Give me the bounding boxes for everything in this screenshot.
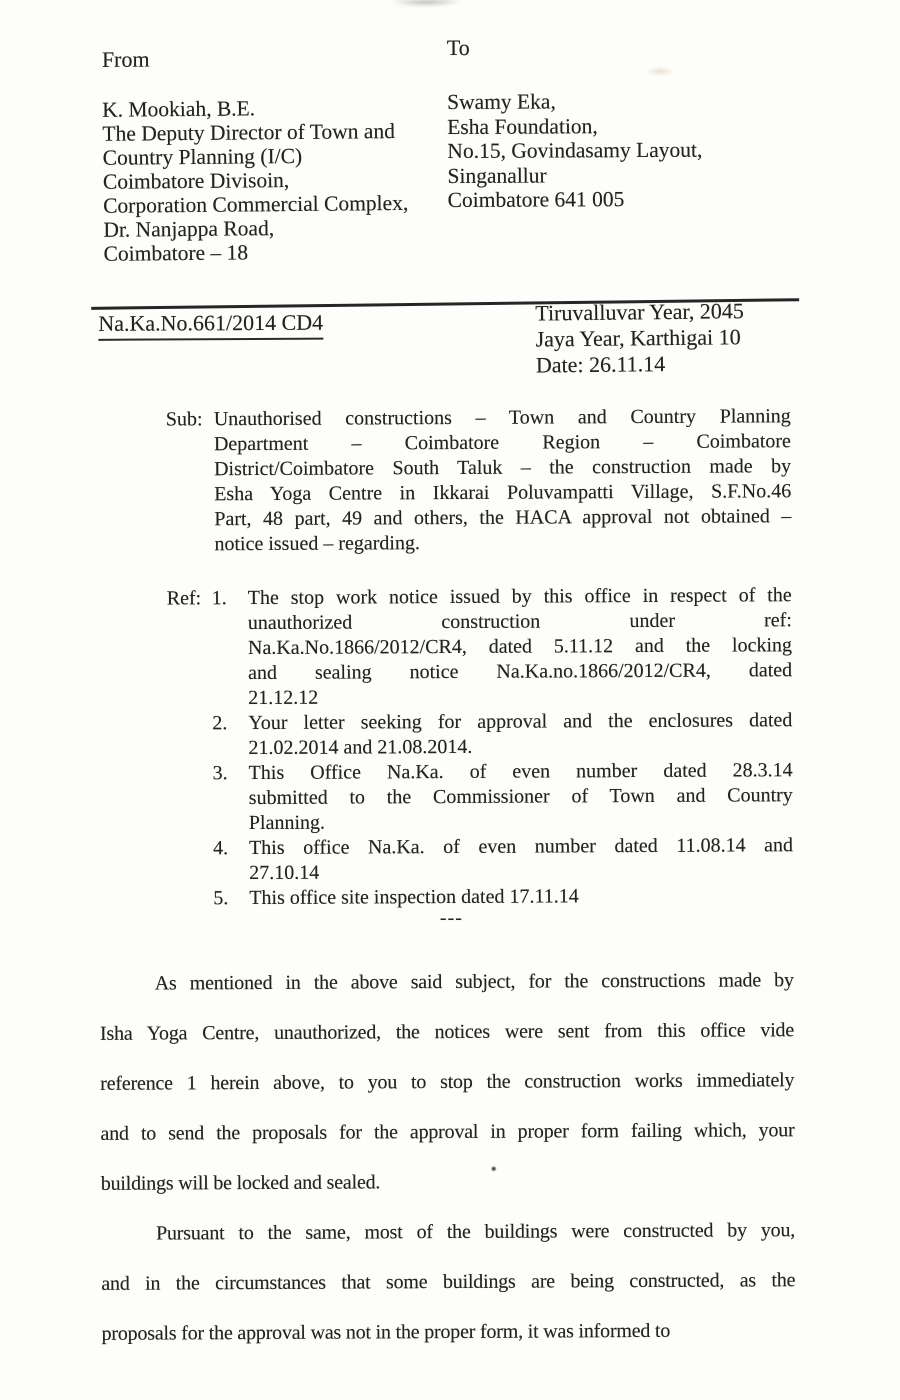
letter-body (100, 955, 796, 1359)
references-list (212, 583, 794, 911)
reference-number (98, 310, 323, 341)
reference-item (212, 583, 793, 711)
from-address-line: Coimbatore – 18 (103, 240, 249, 266)
subject-label: Sub: (165, 408, 203, 431)
body-line: proposals for the approval was not in the proper form, it was informed to (101, 1319, 671, 1345)
body-line: buildings will be locked and sealed. (100, 1171, 381, 1195)
section-divider: --- (439, 906, 463, 930)
body-line: As mentioned in the above said subject, for the constructions made by (154, 969, 794, 995)
reference-line: and sealing notice Na.Ka.no.1866/2012/CR4, dated (248, 659, 793, 685)
reference-line: 27.10.14 (249, 861, 320, 885)
to-address-line: Coimbatore 641 005 (447, 187, 625, 213)
subject-line: District/Coimbatore South Taluk – the construction made by (213, 455, 792, 481)
body-line: reference 1 herein above, to you to stop the construction works immediately (100, 1069, 795, 1095)
references-block (167, 583, 794, 911)
body-line: Isha Yoga Centre, unauthorized, the notices were sent from this office vide (99, 1019, 795, 1045)
reference-line: 21.12.12 (248, 686, 319, 710)
subject-line: Esha Yoga Centre in Ikkarai Poluvampatti Village, S.F.No.46 (214, 480, 792, 506)
body-line: Pursuant to the same, most of the buildings were constructed by you, (155, 1219, 796, 1245)
reference-item-lines (248, 708, 792, 761)
date-block-line: Date: 26.11.14 (535, 351, 666, 378)
reference-line: 21.02.2014 and 21.08.2014. (248, 735, 473, 760)
date-block (535, 298, 744, 378)
from-address-line: K. Mookiah, B.E. (102, 96, 256, 122)
reference-line: unauthorized construction under ref: (247, 609, 792, 635)
references-label: Ref: (166, 587, 202, 610)
reference-number-text: Na.Ka.No.661/2014 CD4 (98, 310, 323, 341)
reference-line: This Office Na.Ka. of even number dated 28.3.14 (248, 759, 793, 785)
reference-item-number: 5. (213, 887, 229, 910)
scan-artifact-beige-smudge (645, 67, 675, 76)
reference-line: This office Na.Ka. of even number dated 11.08.14 and (248, 834, 794, 860)
body-line: and in the circumstances that some buildings are being constructed, as the (101, 1269, 796, 1295)
reference-line: submitted to the Commissioner of Town and Country (248, 784, 793, 810)
body-paragraph-lines (100, 955, 795, 1209)
subject-block (166, 404, 792, 557)
body-line: and to send the proposals for the approval in proper form failing which, your (100, 1119, 795, 1145)
reference-item-lines (248, 583, 793, 711)
to-address (447, 89, 703, 213)
subject-line: Part, 48 part, 49 and others, the HACA approval not obtained – (214, 505, 792, 531)
body-paragraph (100, 955, 795, 1209)
subject-line: Unauthorised constructions – Town and Country Planning (213, 405, 791, 431)
reference-item (212, 708, 792, 761)
body-paragraph (101, 1205, 796, 1359)
from-address-line: Corporation Commercial Complex, (103, 190, 409, 218)
subject-line: notice issued – regarding. (214, 532, 420, 556)
reference-line: Your letter seeking for approval and the enclosures dated (248, 709, 793, 735)
reference-item-number: 4. (212, 837, 229, 860)
reference-item-lines (249, 758, 793, 836)
date-block-line: Jaya Year, Karthigai 10 (535, 324, 741, 352)
date-block-line: Tiruvalluvar Year, 2045 (535, 298, 744, 326)
reference-line: The stop work notice issued by this office in respect of the (247, 584, 792, 610)
to-address-line: Swamy Eka, (447, 89, 556, 115)
subject-line: Department – Coimbatore Region – Coimbatore (213, 430, 791, 456)
reference-line: Planning. (248, 811, 326, 835)
reference-line: This office site inspection dated 17.11.14 (249, 885, 579, 910)
reference-line: Na.Ka.No.1866/2012/CR4, dated 5.11.12 and the locking (247, 634, 793, 660)
reference-item (213, 758, 793, 836)
to-address-line: No.15, Govindasamy Layout, (447, 137, 703, 164)
from-label: From (101, 46, 150, 72)
subject-lines (214, 404, 792, 557)
from-address-line: Country Planning (I/C) (102, 143, 303, 170)
from-address-line: Coimbatore Divisoin, (102, 168, 290, 194)
from-address-line: The Deputy Director of Town and (102, 119, 396, 146)
from-address-line: Dr. Nanjappa Road, (103, 216, 275, 242)
to-address-line: Esha Foundation, (447, 113, 598, 139)
scan-artifact-top-smudge (382, 0, 472, 9)
reference-item-number: 1. (211, 587, 227, 610)
reference-item-lines (249, 833, 793, 886)
reference-item (213, 833, 793, 886)
to-address-line: Singanallur (447, 162, 547, 188)
to-label: To (446, 34, 470, 61)
from-address (102, 95, 409, 266)
scan-artifact-dot (492, 1167, 496, 1171)
body-paragraph-lines (101, 1205, 796, 1359)
reference-item-number: 3. (212, 762, 228, 785)
reference-item-number: 2. (212, 712, 228, 735)
